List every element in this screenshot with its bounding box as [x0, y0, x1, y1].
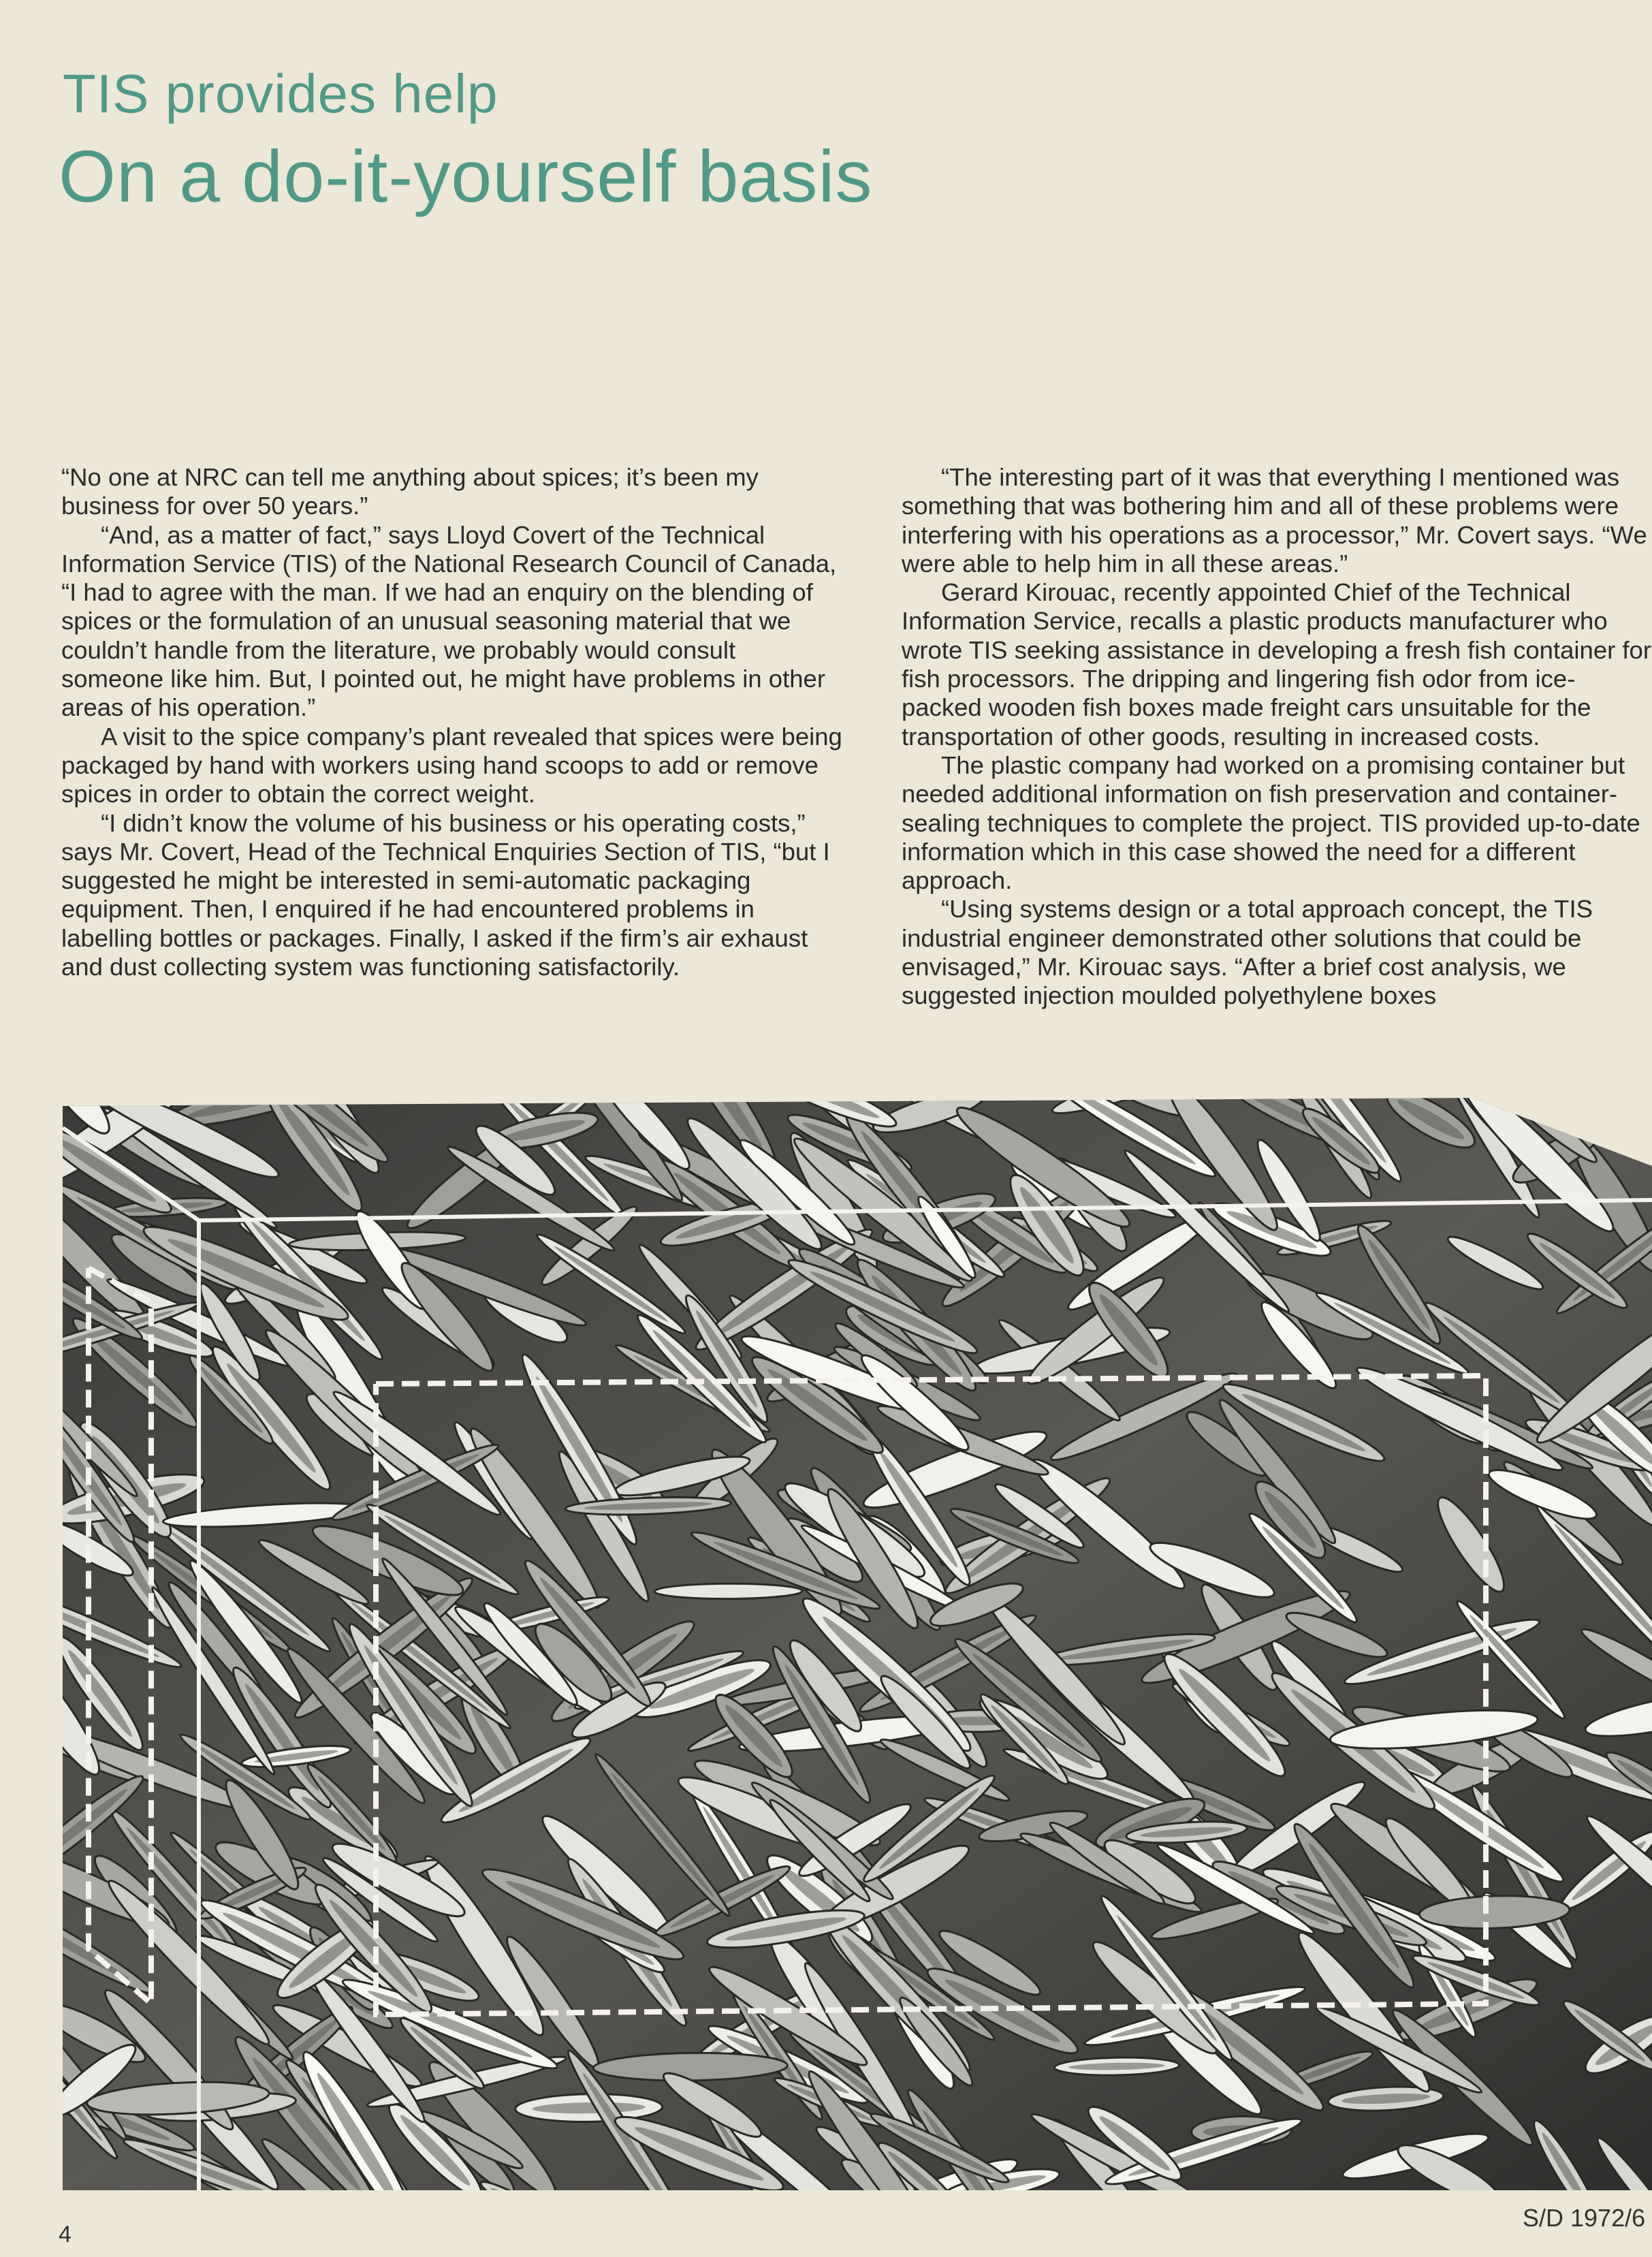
- kicker: TIS provides help: [63, 63, 498, 124]
- headline: On a do-it-yourself basis: [59, 135, 873, 217]
- fish-box-illustration: [63, 1098, 1652, 2190]
- page-number: 4: [59, 2222, 72, 2247]
- paragraph: Gerard Kirouac, recently appointed Chief of the Technical Information Service, recalls a plastic products manufacturer who wrote TIS seeking assistance in developing a fresh fish container for fish processors. The dripping and lingering fish odor from ice-packed wooden fish boxes made freight cars unsuitable for the transportation of other goods, resulting in increased costs.: [902, 578, 1652, 751]
- right-column: [902, 463, 1652, 1011]
- fish-stripe: [1614, 1098, 1652, 1128]
- paragraph: “No one at NRC can tell me anything about spices; it’s been my business for over 50 years.”: [61, 463, 759, 520]
- paragraph: “And, as a matter of fact,” says Lloyd Covert of the Technical Information Service (TIS) of the National Research Council of Canada, “I had to agree with the man. If we had an enquiry on the blending of spices or the formulation of an unusual seasoning material that we couldn’t handle from the literature, we probably would consult someone like him. But, I pointed out, he might have problems in other areas of his operation.”: [61, 520, 837, 722]
- fish-shape: [1597, 1098, 1652, 1144]
- paragraph: The plastic company had worked on a promising container but needed additional information on fish preservation and container-sealing techniques to complete the project. TIS provided up-to-date information which in this case showed the need for a different approach.: [902, 751, 1640, 895]
- paragraph: “I didn’t know the volume of his business or his operating costs,” says Mr. Covert, Head of the Technical Enquiries Section of TIS, “but I suggested he might be interested in semi-automatic packaging equipment. Then, I enquired if he had encountered problems in labelling bottles or packages. Finally, I asked if the firm’s air exhaust and dust collecting system was functioning satisfactorily.: [61, 808, 830, 981]
- fish-stripe: [1559, 1098, 1630, 1131]
- paragraph: “Using systems design or a total approach concept, the TIS industrial engineer demonstrated other solutions that could be envisaged,” Mr. Kirouac says. “After a brief cost analysis, we suggested injection moulded polyethylene boxes: [902, 895, 1593, 1010]
- left-column: [61, 463, 844, 981]
- issue-label: S/D 1972/6: [1523, 2204, 1646, 2232]
- fish-box-photo: [63, 1098, 1652, 2190]
- paragraph: A visit to the spice company’s plant revealed that spices were being packaged by hand with workers using hand scoops to add or remove spices in order to obtain the correct weight.: [61, 722, 842, 808]
- fish-shape: [654, 1583, 802, 1599]
- paragraph: “The interesting part of it was that everything I mentioned was something that was bothering him and all of these problems were interfering with his operations as a processor,” Mr. Covert says. “We were able to help him in all these areas.”: [902, 463, 1647, 578]
